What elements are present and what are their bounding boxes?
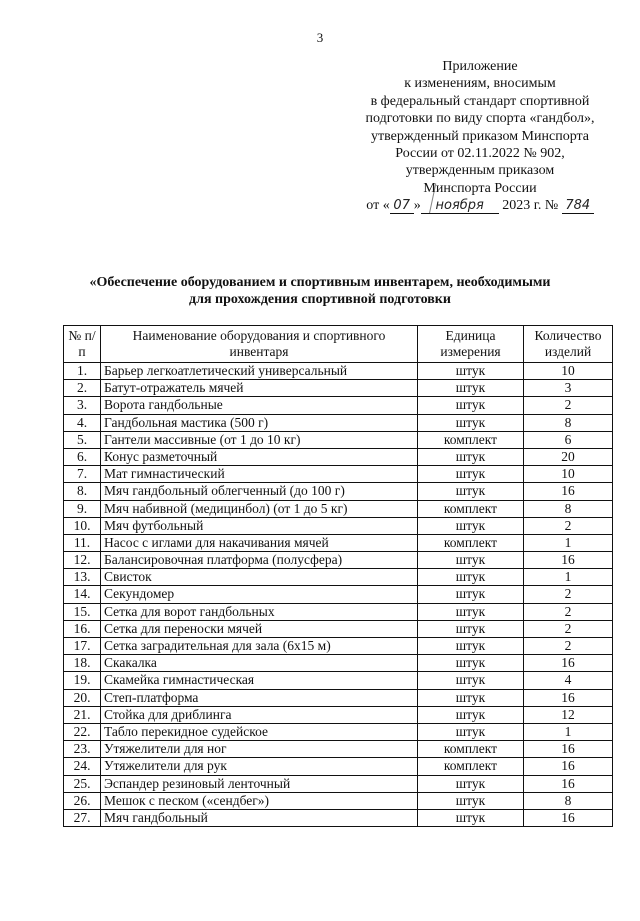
cell-unit: штук [418, 448, 524, 465]
cell-qty: 16 [524, 689, 613, 706]
cell-unit: комплект [418, 758, 524, 775]
cell-qty: 2 [524, 638, 613, 655]
cell-name: Батут-отражатель мячей [101, 380, 418, 397]
order-date-line [330, 197, 630, 214]
cell-unit: штук [418, 706, 524, 723]
cell-name: Эспандер резиновый ленточный [101, 775, 418, 792]
cell-num: 9. [64, 500, 101, 517]
cell-qty: 20 [524, 448, 613, 465]
cell-unit: штук [418, 638, 524, 655]
cell-num: 27. [64, 809, 101, 826]
cell-unit: комплект [418, 500, 524, 517]
cell-unit: штук [418, 414, 524, 431]
cell-qty: 8 [524, 500, 613, 517]
cell-num: 19. [64, 672, 101, 689]
cell-qty: 2 [524, 586, 613, 603]
date-day-handwritten: 07 [390, 199, 414, 214]
cell-unit: комплект [418, 741, 524, 758]
date-month-handwritten: ноября [421, 199, 499, 214]
appendix-block [330, 58, 630, 215]
cell-num: 1. [64, 363, 101, 380]
cell-num: 25. [64, 775, 101, 792]
table-row [64, 672, 613, 689]
cell-unit: штук [418, 603, 524, 620]
equipment-table [63, 325, 613, 827]
header-num: № п/п [64, 326, 101, 363]
table-row [64, 620, 613, 637]
cell-name: Степ-платформа [101, 689, 418, 706]
cell-num: 10. [64, 517, 101, 534]
table-row [64, 758, 613, 775]
order-number-handwritten: 784 [562, 199, 594, 214]
cell-num: 12. [64, 552, 101, 569]
header-qty: Количество изделий [524, 326, 613, 363]
table-row [64, 552, 613, 569]
cell-num: 17. [64, 638, 101, 655]
appendix-line: подготовки по виду спорта «гандбол», [365, 111, 595, 127]
table-row [64, 741, 613, 758]
cell-num: 24. [64, 758, 101, 775]
cell-name: Насос с иглами для накачивания мячей [101, 534, 418, 551]
table-row [64, 775, 613, 792]
cell-unit: штук [418, 809, 524, 826]
cell-unit: штук [418, 483, 524, 500]
cell-name: Утяжелители для рук [101, 758, 418, 775]
cell-name: Свисток [101, 569, 418, 586]
cell-name: Секундомер [101, 586, 418, 603]
cell-unit: штук [418, 517, 524, 534]
cell-num: 16. [64, 620, 101, 637]
cell-qty: 1 [524, 569, 613, 586]
cell-qty: 10 [524, 363, 613, 380]
table-row [64, 517, 613, 534]
cell-name: Конус разметочный [101, 448, 418, 465]
appendix-line: к изменениям, вносимым [404, 76, 556, 92]
date-prefix: от « [366, 198, 390, 214]
cell-qty: 2 [524, 620, 613, 637]
table-row [64, 723, 613, 740]
cell-qty: 16 [524, 775, 613, 792]
cell-qty: 1 [524, 723, 613, 740]
appendix-line: утвержденный приказом Минспорта [370, 128, 590, 144]
cell-num: 18. [64, 655, 101, 672]
cell-num: 11. [64, 534, 101, 551]
cell-num: 2. [64, 380, 101, 397]
cell-name: Ворота гандбольные [101, 397, 418, 414]
cell-qty: 2 [524, 397, 613, 414]
cell-name: Мешок с песком («сендбег») [101, 792, 418, 809]
title-line-2: для прохождения спортивной подготовки [189, 292, 451, 307]
cell-name: Сетка для переноски мячей [101, 620, 418, 637]
cell-unit: штук [418, 552, 524, 569]
appendix-line: в федеральный стандарт спортивной [370, 93, 590, 109]
cell-unit: комплект [418, 431, 524, 448]
appendix-line: утвержденным приказом [405, 163, 555, 179]
document-title [0, 274, 640, 308]
table-row [64, 809, 613, 826]
header-name: Наименование оборудования и спортивного инвентаря [101, 326, 418, 363]
table-row [64, 603, 613, 620]
cell-qty: 12 [524, 706, 613, 723]
cell-unit: штук [418, 672, 524, 689]
cell-num: 26. [64, 792, 101, 809]
appendix-line: России от 02.11.2022 № 902, [395, 146, 565, 162]
cell-unit: штук [418, 792, 524, 809]
cell-name: Мяч гандбольный [101, 809, 418, 826]
cell-qty: 16 [524, 483, 613, 500]
table-row [64, 638, 613, 655]
page-number: 3 [316, 30, 324, 45]
table-row [64, 792, 613, 809]
cell-unit: штук [418, 620, 524, 637]
cell-name: Мяч футбольный [101, 517, 418, 534]
cell-num: 4. [64, 414, 101, 431]
table-row [64, 380, 613, 397]
table-row [64, 431, 613, 448]
table-row [64, 569, 613, 586]
table-row [64, 448, 613, 465]
cell-num: 22. [64, 723, 101, 740]
table-header-row [64, 326, 613, 363]
cell-qty: 16 [524, 552, 613, 569]
cell-qty: 10 [524, 466, 613, 483]
cell-qty: 2 [524, 517, 613, 534]
table-row [64, 363, 613, 380]
cell-unit: комплект [418, 534, 524, 551]
cell-num: 20. [64, 689, 101, 706]
cell-qty: 6 [524, 431, 613, 448]
cell-qty: 8 [524, 414, 613, 431]
cell-qty: 1 [524, 534, 613, 551]
cell-unit: штук [418, 397, 524, 414]
cell-name: Утяжелители для ног [101, 741, 418, 758]
table-row [64, 689, 613, 706]
cell-unit: штук [418, 775, 524, 792]
cell-num: 13. [64, 569, 101, 586]
table-row [64, 706, 613, 723]
cell-name: Сетка заградительная для зала (6х15 м) [101, 638, 418, 655]
cell-unit: штук [418, 586, 524, 603]
cell-qty: 16 [524, 809, 613, 826]
cell-name: Гандбольная мастика (500 г) [101, 414, 418, 431]
cell-num: 23. [64, 741, 101, 758]
cell-qty: 2 [524, 603, 613, 620]
cell-num: 5. [64, 431, 101, 448]
cell-unit: штук [418, 363, 524, 380]
table-row [64, 655, 613, 672]
date-year-text: 2023 г. № [502, 198, 559, 214]
date-mid: » [413, 198, 421, 214]
table-row [64, 586, 613, 603]
table-row [64, 414, 613, 431]
cell-qty: 16 [524, 758, 613, 775]
cell-name: Мяч набивной (медицинбол) (от 1 до 5 кг) [101, 500, 418, 517]
cell-qty: 3 [524, 380, 613, 397]
table-row [64, 534, 613, 551]
cell-name: Скамейка гимнастическая [101, 672, 418, 689]
cell-num: 21. [64, 706, 101, 723]
cell-name: Скакалка [101, 655, 418, 672]
cell-name: Мат гимнастический [101, 466, 418, 483]
appendix-line: Приложение [442, 59, 518, 74]
cell-name: Стойка для дриблинга [101, 706, 418, 723]
cell-num: 15. [64, 603, 101, 620]
cell-num: 3. [64, 397, 101, 414]
cell-unit: штук [418, 466, 524, 483]
cell-unit: штук [418, 380, 524, 397]
cell-qty: 4 [524, 672, 613, 689]
table-row [64, 500, 613, 517]
cell-name: Табло перекидное судейское [101, 723, 418, 740]
cell-unit: штук [418, 689, 524, 706]
cell-num: 6. [64, 448, 101, 465]
cell-num: 8. [64, 483, 101, 500]
header-unit: Единица измерения [418, 326, 524, 363]
cell-name: Сетка для ворот гандбольных [101, 603, 418, 620]
cell-qty: 8 [524, 792, 613, 809]
cell-name: Мяч гандбольный облегченный (до 100 г) [101, 483, 418, 500]
cell-qty: 16 [524, 655, 613, 672]
cell-name: Балансировочная платформа (полусфера) [101, 552, 418, 569]
title-line-1: «Обеспечение оборудованием и спортивным инвентарем, необходимыми [89, 275, 551, 290]
table-row [64, 397, 613, 414]
appendix-line: Минспорта России [423, 180, 537, 196]
cell-unit: штук [418, 569, 524, 586]
cell-num: 14. [64, 586, 101, 603]
cell-unit: штук [418, 655, 524, 672]
cell-unit: штук [418, 723, 524, 740]
cell-name: Барьер легкоатлетический универсальный [101, 363, 418, 380]
cell-name: Гантели массивные (от 1 до 10 кг) [101, 431, 418, 448]
table-row [64, 466, 613, 483]
cell-num: 7. [64, 466, 101, 483]
table-row [64, 483, 613, 500]
cell-qty: 16 [524, 741, 613, 758]
